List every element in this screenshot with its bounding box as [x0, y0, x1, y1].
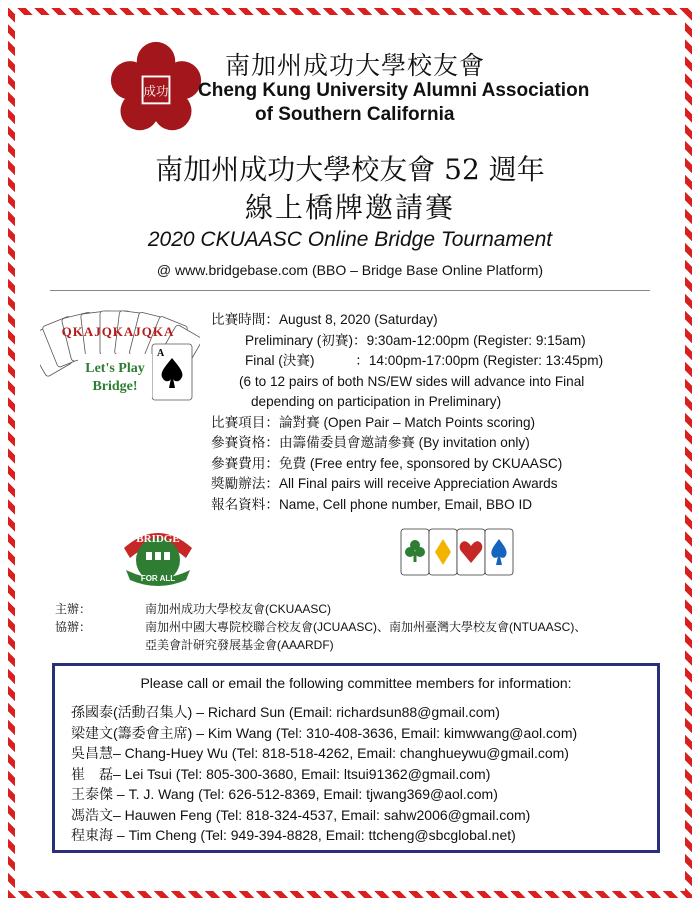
- contact-member: 梁建文(籌委會主席) – Kim Wang (Tel: 310-408-3636, Email: kimwwang@aol.com): [71, 724, 578, 741]
- bridge-for-all-badge: [118, 518, 198, 588]
- contact-member: 王泰傑 – T. J. Wang (Tel: 626-512-8369, Email: tjwang369@aol.com): [71, 786, 498, 802]
- org-name-english-line2: of Southern California: [255, 104, 455, 125]
- advance-note-line1: (6 to 12 pairs of both NS/EW sides will advance into Final: [239, 373, 585, 389]
- entry-fee: 參賽費用：免費 (Free entry fee, sponsored by CKUAASC): [211, 455, 563, 471]
- event-time: 比賽時間：August 8, 2020 (Saturday): [211, 312, 438, 327]
- cards-text-line2: Bridge!: [92, 379, 138, 394]
- co-host-value-line2: 亞美會計研究發展基金會(AAARDF): [145, 638, 334, 652]
- playing-cards-illustration: [40, 308, 200, 408]
- event-type: 比賽項目：論對賽 (Open Pair – Match Points scoring): [211, 414, 536, 430]
- awards: 獎勵辦法：All Final pairs will receive Appreciation Awards: [211, 476, 558, 491]
- org-name-chinese: 南加州成功大學校友會: [225, 51, 486, 80]
- host-label: 主辦：: [55, 602, 92, 616]
- ckuaasc-flower-logo: [108, 40, 204, 136]
- contact-member: 程東海 – Tim Cheng (Tel: 949-394-8828, Email: ttcheng@sbcglobal.net): [71, 827, 516, 843]
- preliminary-time: Preliminary (初賽)：9:30am-12:00pm (Register: 9:15am): [245, 332, 586, 348]
- event-details: [211, 310, 651, 515]
- contact-list: [71, 702, 577, 846]
- org-name-english-line1: Cheng Kung University Alumni Association: [198, 80, 590, 101]
- eligibility: 參賽資格：由籌備委員會邀請參賽 (By invitation only): [211, 435, 530, 450]
- contact-member: 孫國泰(活動召集人) – Richard Sun (Email: richardsun88@gmail.com): [71, 704, 500, 720]
- card-letters: QKAJQKAJQKA: [61, 324, 175, 339]
- event-title-english: 2020 CKUAASC Online Bridge Tournament: [147, 228, 553, 251]
- contact-member: 馮浩文– Hauwen Feng (Tel: 818-324-4537, Email: sahw2006@gmail.com): [71, 806, 531, 823]
- divider: [50, 290, 650, 291]
- card-suits-graphic: [395, 525, 525, 580]
- contact-heading: Please call or email the following committee members for information:: [140, 675, 572, 691]
- advance-note-line2: depending on participation in Preliminary): [251, 394, 502, 409]
- contact-member: 吳昌慧– Chang-Huey Wu (Tel: 818-518-4262, Email: changhueywu@gmail.com): [71, 745, 569, 761]
- co-host-label: 協辦：: [55, 620, 92, 634]
- co-host-value-line1: 南加州中國大專院校聯合校友會(JCUAASC)、南加州臺灣大學校友會(NTUAASC)、: [145, 620, 587, 634]
- registration-info: 報名資料：Name, Cell phone number, Email, BBO ID: [211, 496, 533, 512]
- ace-letter: A: [157, 348, 165, 359]
- logo-glyphs: 成功: [143, 83, 169, 99]
- event-title-chinese-line1: 南加州成功大學校友會 52 週年: [155, 153, 545, 186]
- final-time: Final (決賽) ：14:00pm-17:00pm (Register: 13:45pm): [245, 353, 604, 368]
- contact-box: [52, 663, 660, 853]
- host-value: 南加州成功大學校友會(CKUAASC): [145, 602, 332, 616]
- event-title-chinese-line2: 線上橋牌邀請賽: [244, 191, 455, 224]
- cards-text-line1: Let's Play: [85, 361, 145, 376]
- badge-bottom-text: FOR ALL: [140, 574, 176, 583]
- contact-member: 崔 磊– Lei Tsui (Tel: 805-300-3680, Email: ltsui91362@gmail.com): [71, 765, 491, 782]
- badge-top-text: BRIDGE: [136, 533, 180, 545]
- website-line: @ www.bridgebase.com (BBO – Bridge Base Online Platform): [156, 262, 544, 278]
